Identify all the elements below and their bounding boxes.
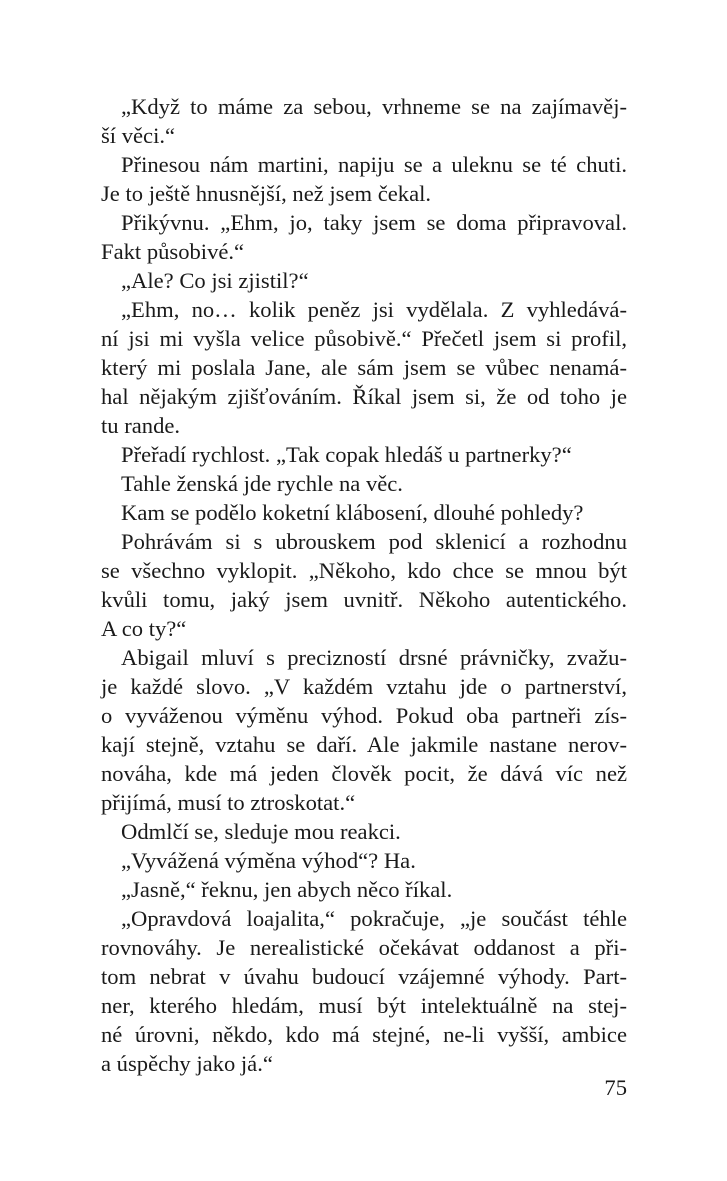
text-line: nováha, kde má jeden člověk pocit, že dává víc než [101,761,627,786]
text-line: „Ale? Co jsi zjistil?“ [121,268,309,293]
text-line: Abigail mluví s precizností drsné právničky, zvažu- [121,645,627,670]
text-line: „Jasně,“ řeknu, jen abych něco říkal. [121,877,453,902]
text-line: „Ehm, no… kolik peněz jsi vydělala. Z vyhledává- [121,297,627,322]
text-line: ner, kterého hledám, musí být intelektuálně na stej- [101,993,627,1018]
text-line: „Opravdová loajalita,“ pokračuje, „je součást téhle [121,906,627,931]
text-line: který mi poslala Jane, ale sám jsem se vůbec nenamá- [101,355,627,380]
text-line: tu rande. [101,413,181,438]
text-line: Fakt působivé.“ [101,239,245,264]
text-line: tom nebrat v úvahu budoucí vzájemné výhody. Part- [101,964,627,989]
text-line: kají stejně, vztahu se daří. Ale jakmile nastane nerov- [101,732,627,757]
text-line: kvůli tomu, jaký jsem uvnitř. Někoho autentického. [101,587,627,612]
text-line: o vyváženou výměnu výhod. Pokud oba partneři zís- [101,703,627,728]
text-line: „Když to máme za sebou, vrhneme se na zajímavěj- [121,94,627,119]
text-line: „Vyvážená výměna výhod“? Ha. [121,848,416,873]
text-line: Tahle ženská jde rychle na věc. [121,471,403,496]
text-line: Přeřadí rychlost. „Tak copak hledáš u partnerky?“ [121,442,572,467]
text-line: rovnováhy. Je nerealistické očekávat oddanost a při- [101,935,627,960]
text-line: A co ty?“ [101,616,187,641]
text-line: Kam se podělo koketní klábosení, dlouhé pohledy? [121,500,584,525]
text-line: Odmlčí se, sleduje mou reakci. [121,819,401,844]
page-number: 75 [604,1075,627,1100]
text-line: Přinesou nám martini, napiju se a uleknu se té chuti. [121,152,627,177]
text-line: hal nějakým zjišťováním. Říkal jsem si, že od toho je [101,384,627,409]
text-line: ní jsi mi vyšla velice působivě.“ Přečetl jsem si profil, [101,326,627,351]
text-line: je každé slovo. „V každém vztahu jde o partnerství, [101,674,627,699]
text-line: a úspěchy jako já.“ [101,1051,273,1076]
text-line: se všechno vyklopit. „Někoho, kdo chce se mnou být [101,558,627,583]
text-line: přijímá, musí to ztroskotat.“ [101,790,356,815]
text-line: Je to ještě hnusnější, než jsem čekal. [101,181,432,206]
text-line: Pohrávám si s ubrouskem pod sklenicí a rozhodnu [121,529,627,554]
text-line: né úrovni, někdo, kdo má stejné, ne-li vyšší, ambice [101,1022,627,1047]
text-line: ší věci.“ [101,123,176,148]
text-line: Přikývnu. „Ehm, jo, taky jsem se doma připravoval. [121,210,627,235]
